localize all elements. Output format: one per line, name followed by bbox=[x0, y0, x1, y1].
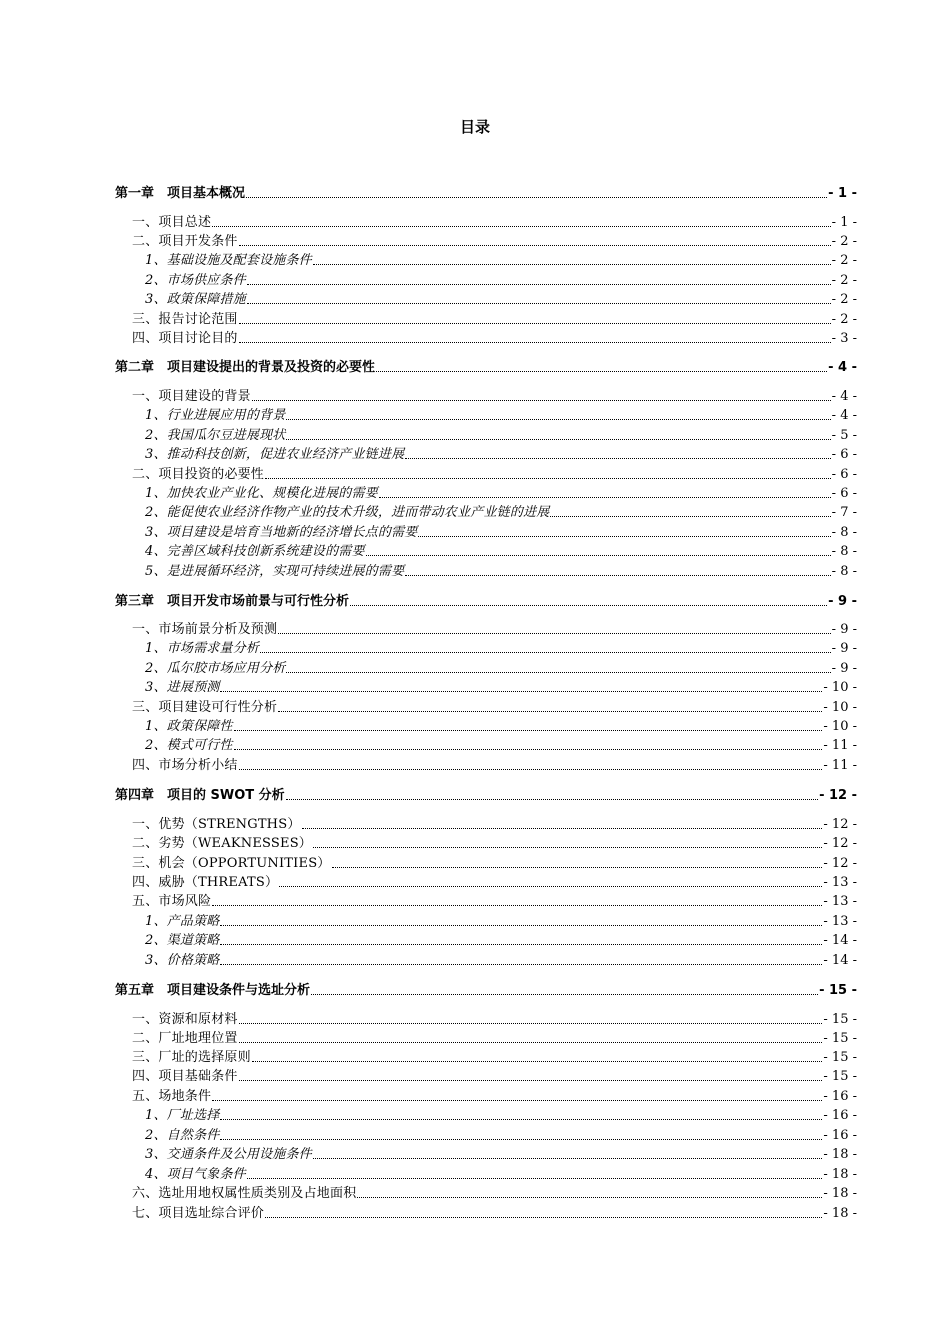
toc-entry-label: 四、威胁（THREATS） bbox=[132, 875, 279, 890]
toc-page-number: - 2 - bbox=[831, 292, 857, 307]
toc-entry-label: 2、渠道策略 bbox=[145, 933, 220, 948]
toc-page-number: - 2 - bbox=[831, 312, 857, 327]
toc-page-number: - 8 - bbox=[831, 564, 857, 579]
toc-entry[interactable] bbox=[115, 1202, 857, 1221]
toc-page-number: - 2 - bbox=[831, 253, 857, 268]
dot-leader bbox=[212, 1090, 822, 1101]
dot-leader bbox=[220, 954, 822, 965]
toc-entry-label: 2、自然条件 bbox=[145, 1128, 220, 1143]
toc-page-number: - 15 - bbox=[823, 1012, 857, 1027]
dot-leader bbox=[350, 595, 827, 606]
toc-page-number: - 13 - bbox=[823, 914, 857, 929]
toc-page-number: - 15 - bbox=[823, 1069, 857, 1084]
toc-entry[interactable] bbox=[115, 424, 857, 443]
dot-leader bbox=[212, 216, 830, 227]
dot-leader bbox=[239, 235, 831, 246]
toc-entry[interactable] bbox=[115, 404, 857, 423]
toc-entry-label: 1、产品策略 bbox=[145, 914, 220, 929]
toc-entry-label: 2、能促使农业经济作物产业的技术升级，进而带动农业产业链的进展 bbox=[145, 505, 550, 520]
toc-entry[interactable] bbox=[115, 754, 857, 773]
toc-page-number: - 9 - bbox=[831, 641, 857, 656]
toc-entry[interactable] bbox=[115, 637, 857, 656]
dot-leader bbox=[212, 895, 822, 906]
toc-entry[interactable] bbox=[115, 269, 857, 288]
dot-leader bbox=[220, 1109, 822, 1120]
toc-entry-label: 2、我国瓜尔豆进展现状 bbox=[145, 428, 286, 443]
toc-page-number: - 10 - bbox=[823, 680, 857, 695]
toc-entry[interactable] bbox=[115, 832, 857, 851]
dot-leader bbox=[239, 759, 823, 770]
dot-leader bbox=[278, 701, 822, 712]
toc-page-number: - 9 - bbox=[828, 594, 857, 609]
toc-entry-label: 六、选址用地权属性质类别及占地面积 bbox=[132, 1186, 357, 1201]
toc-chapter-entry[interactable] bbox=[115, 979, 857, 998]
dot-leader bbox=[239, 1013, 823, 1024]
toc-entry-label: 1、政策保障性 bbox=[145, 719, 233, 734]
dot-leader bbox=[220, 934, 822, 945]
toc-page-number: - 16 - bbox=[823, 1108, 857, 1123]
toc-entry[interactable] bbox=[115, 813, 857, 832]
toc-entry-label: 3、交通条件及公用设施条件 bbox=[145, 1147, 312, 1162]
toc-page-number: - 1 - bbox=[831, 215, 857, 230]
toc-page-number: - 18 - bbox=[823, 1167, 857, 1182]
toc-entry[interactable] bbox=[115, 929, 857, 948]
toc-entry-label: 二、厂址地理位置 bbox=[132, 1031, 238, 1046]
toc-page-number: - 3 - bbox=[831, 331, 857, 346]
toc-page-number: - 4 - bbox=[831, 389, 857, 404]
toc-entry[interactable] bbox=[115, 890, 857, 909]
toc-entry[interactable] bbox=[115, 463, 857, 482]
toc-entry-label: 第一章 项目基本概况 bbox=[115, 186, 246, 201]
dot-leader bbox=[239, 1032, 823, 1043]
toc-entry-label: 五、场地条件 bbox=[132, 1089, 212, 1104]
dot-leader bbox=[286, 789, 818, 800]
toc-entry-label: 1、厂址选择 bbox=[145, 1108, 220, 1123]
toc-page-number: - 13 - bbox=[823, 875, 857, 890]
toc-page-number: - 18 - bbox=[823, 1147, 857, 1162]
toc-entry[interactable] bbox=[115, 482, 857, 501]
toc-page-number: - 12 - bbox=[823, 836, 857, 851]
toc-entry[interactable] bbox=[115, 618, 857, 637]
toc-page-number: - 15 - bbox=[819, 983, 857, 998]
toc-page-number: - 11 - bbox=[823, 738, 857, 753]
toc-entry-label: 4、完善区域科技创新系统建设的需要 bbox=[145, 544, 365, 559]
toc-page-number: - 11 - bbox=[823, 758, 857, 773]
toc-entry[interactable] bbox=[115, 230, 857, 249]
dot-leader bbox=[239, 332, 831, 343]
toc-page-number: - 18 - bbox=[823, 1186, 857, 1201]
toc-page-number: - 6 - bbox=[831, 447, 857, 462]
toc-page-number: - 14 - bbox=[823, 933, 857, 948]
toc-entry[interactable] bbox=[115, 211, 857, 230]
toc-entry[interactable] bbox=[115, 696, 857, 715]
toc-entry[interactable] bbox=[115, 385, 857, 404]
toc-entry[interactable] bbox=[115, 1085, 857, 1104]
toc-page-number: - 12 - bbox=[823, 817, 857, 832]
dot-leader bbox=[234, 739, 823, 750]
dot-leader bbox=[313, 1148, 823, 1159]
toc-entry-label: 2、模式可行性 bbox=[145, 738, 233, 753]
dot-leader bbox=[246, 187, 827, 198]
dot-leader bbox=[220, 1129, 822, 1140]
toc-entry-label: 4、项目气象条件 bbox=[145, 1167, 246, 1182]
toc-page-number: - 10 - bbox=[823, 719, 857, 734]
toc-page-number: - 13 - bbox=[823, 894, 857, 909]
dot-leader bbox=[286, 429, 830, 440]
toc-page-number: - 16 - bbox=[823, 1089, 857, 1104]
toc-page-number: - 6 - bbox=[831, 467, 857, 482]
toc-chapter-entry[interactable] bbox=[115, 590, 857, 609]
dot-leader bbox=[239, 1070, 823, 1081]
toc-entry-label: 一、资源和原材料 bbox=[132, 1012, 238, 1027]
toc-entry[interactable] bbox=[115, 249, 857, 268]
toc-page-number: - 2 - bbox=[831, 273, 857, 288]
dot-leader bbox=[278, 623, 830, 634]
dot-leader bbox=[302, 818, 823, 829]
toc-page-number: - 15 - bbox=[823, 1031, 857, 1046]
toc-entry[interactable] bbox=[115, 501, 857, 520]
dot-leader bbox=[279, 876, 822, 887]
toc-entry-label: 四、项目基础条件 bbox=[132, 1069, 238, 1084]
toc-entry[interactable] bbox=[115, 560, 857, 579]
toc-entry[interactable] bbox=[115, 288, 857, 307]
toc-page-number: - 4 - bbox=[828, 360, 857, 375]
toc-entry-label: 二、项目开发条件 bbox=[132, 234, 238, 249]
toc-entry-label: 一、项目总述 bbox=[132, 215, 212, 230]
dot-leader bbox=[357, 1187, 822, 1198]
toc-page-number: - 6 - bbox=[831, 486, 857, 501]
toc-entry[interactable] bbox=[115, 676, 857, 695]
toc-entry[interactable] bbox=[115, 1046, 857, 1065]
toc-entry[interactable] bbox=[115, 734, 857, 753]
toc-entry[interactable] bbox=[115, 1163, 857, 1182]
toc-entry[interactable] bbox=[115, 715, 857, 734]
toc-entry-label: 三、厂址的选择原则 bbox=[132, 1050, 251, 1065]
dot-leader bbox=[247, 293, 831, 304]
toc-entry[interactable] bbox=[115, 443, 857, 462]
toc-page-number: - 5 - bbox=[831, 428, 857, 443]
toc-entry-label: 第三章 项目开发市场前景与可行性分析 bbox=[115, 594, 350, 609]
toc-page-number: - 15 - bbox=[823, 1050, 857, 1065]
toc-entry-label: 3、政策保障措施 bbox=[145, 292, 246, 307]
toc-entry-label: 第五章 项目建设条件与选址分析 bbox=[115, 983, 311, 998]
dot-leader bbox=[220, 681, 822, 692]
toc-page-number: - 10 - bbox=[823, 700, 857, 715]
toc-entry-label: 1、行业进展应用的背景 bbox=[145, 408, 286, 423]
toc-entry-label: 一、项目建设的背景 bbox=[132, 389, 251, 404]
toc-entry-label: 二、劣势（WEAKNESSES） bbox=[132, 836, 312, 851]
toc-entry-label: 一、市场前景分析及预测 bbox=[132, 622, 278, 637]
page-title: 目录 bbox=[459, 118, 490, 136]
dot-leader bbox=[252, 390, 831, 401]
toc-entry[interactable] bbox=[115, 852, 857, 871]
dot-leader bbox=[405, 448, 830, 459]
toc-page-number: - 12 - bbox=[823, 856, 857, 871]
toc-page-number: - 8 - bbox=[831, 544, 857, 559]
toc-entry-label: 七、项目选址综合评价 bbox=[132, 1206, 265, 1221]
toc-entry-label: 五、市场风险 bbox=[132, 894, 212, 909]
dot-leader bbox=[247, 1168, 823, 1179]
toc-entry-label: 5、是进展循环经济，实现可持续进展的需要 bbox=[145, 564, 405, 579]
toc-entry[interactable] bbox=[115, 1182, 857, 1201]
toc-page-number: - 4 - bbox=[831, 408, 857, 423]
dot-leader bbox=[311, 984, 818, 995]
toc-page-number: - 16 - bbox=[823, 1128, 857, 1143]
dot-leader bbox=[265, 1207, 822, 1218]
toc-page-number: - 9 - bbox=[831, 622, 857, 637]
toc-entry[interactable] bbox=[115, 1008, 857, 1027]
dot-leader bbox=[418, 526, 830, 537]
toc-entry[interactable] bbox=[115, 1104, 857, 1123]
toc-entry-label: 二、项目投资的必要性 bbox=[132, 467, 265, 482]
toc-page-number: - 9 - bbox=[831, 661, 857, 676]
toc-entry[interactable] bbox=[115, 1124, 857, 1143]
toc-entry-label: 四、项目讨论目的 bbox=[132, 331, 238, 346]
toc-entry-label: 1、市场需求量分析 bbox=[145, 641, 260, 656]
toc-entry-label: 3、价格策略 bbox=[145, 953, 220, 968]
dot-leader bbox=[313, 254, 831, 265]
toc-entry-label: 三、机会（OPPORTUNITIES） bbox=[132, 856, 331, 871]
toc-entry[interactable] bbox=[115, 871, 857, 890]
toc-page-number: - 18 - bbox=[823, 1206, 857, 1221]
dot-leader bbox=[247, 274, 831, 285]
toc-entry-label: 1、加快农业产业化、规模化进展的需要 bbox=[145, 486, 378, 501]
toc-entry[interactable] bbox=[115, 1065, 857, 1084]
toc-entry[interactable] bbox=[115, 327, 857, 346]
dot-leader bbox=[366, 545, 831, 556]
toc-page-number: - 7 - bbox=[831, 505, 857, 520]
toc-chapter-entry[interactable] bbox=[115, 182, 857, 201]
toc-entry[interactable] bbox=[115, 521, 857, 540]
toc-entry[interactable] bbox=[115, 308, 857, 327]
dot-leader bbox=[260, 642, 831, 653]
toc-entry-label: 3、进展预测 bbox=[145, 680, 220, 695]
dot-leader bbox=[376, 361, 827, 372]
toc-entry-label: 1、基础设施及配套设施条件 bbox=[145, 253, 312, 268]
toc-entry-label: 四、市场分析小结 bbox=[132, 758, 238, 773]
toc-entry-label: 第二章 项目建设提出的背景及投资的必要性 bbox=[115, 360, 376, 375]
dot-leader bbox=[252, 1051, 823, 1062]
toc-entry[interactable] bbox=[115, 910, 857, 929]
toc-entry-label: 3、项目建设是培育当地新的经济增长点的需要 bbox=[145, 525, 418, 540]
dot-leader bbox=[220, 915, 822, 926]
toc-page-number: - 8 - bbox=[831, 525, 857, 540]
dot-leader bbox=[405, 565, 830, 576]
toc-entry-label: 一、优势（STRENGTHS） bbox=[132, 817, 301, 832]
dot-leader bbox=[313, 837, 822, 848]
toc-entry[interactable] bbox=[115, 1027, 857, 1046]
toc-entry-label: 2、市场供应条件 bbox=[145, 273, 246, 288]
dot-leader bbox=[265, 468, 831, 479]
toc-entry[interactable] bbox=[115, 540, 857, 559]
toc-entry[interactable] bbox=[115, 949, 857, 968]
toc-entry-label: 三、报告讨论范围 bbox=[132, 312, 238, 327]
toc-page-number: - 1 - bbox=[828, 186, 857, 201]
dot-leader bbox=[550, 506, 830, 517]
toc-entry-label: 3、推动科技创新，促进农业经济产业链进展 bbox=[145, 447, 405, 462]
toc-entry[interactable] bbox=[115, 1143, 857, 1162]
toc-page-number: - 2 - bbox=[831, 234, 857, 249]
toc-entry[interactable] bbox=[115, 657, 857, 676]
toc-entry-label: 第四章 项目的 SWOT 分析 bbox=[115, 788, 285, 803]
dot-leader bbox=[286, 409, 830, 420]
dot-leader bbox=[286, 662, 830, 673]
toc-entry-label: 2、瓜尔胶市场应用分析 bbox=[145, 661, 286, 676]
toc-chapter-entry[interactable] bbox=[115, 784, 857, 803]
toc-chapter-entry[interactable] bbox=[115, 356, 857, 375]
dot-leader bbox=[379, 487, 831, 498]
toc-page-number: - 12 - bbox=[819, 788, 857, 803]
dot-leader bbox=[239, 313, 831, 324]
toc-page-number: - 14 - bbox=[823, 953, 857, 968]
toc-entry-label: 三、项目建设可行性分析 bbox=[132, 700, 278, 715]
dot-leader bbox=[234, 720, 823, 731]
dot-leader bbox=[332, 857, 823, 868]
